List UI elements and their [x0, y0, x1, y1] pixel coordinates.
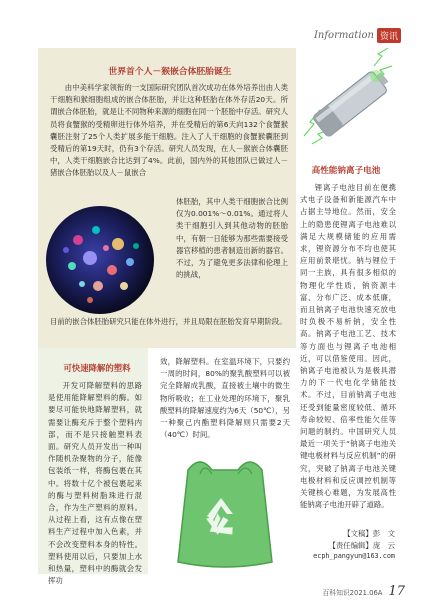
section-header — [314, 28, 401, 43]
editor-name: 庞 云 — [372, 541, 395, 550]
writer-credit — [343, 528, 395, 539]
embryo-image — [38, 200, 178, 320]
writer-name: 彭 文 — [372, 529, 395, 538]
plastic-article-title: 可快速降解的塑料 — [63, 363, 131, 373]
writer-label: 【文稿】 — [343, 529, 373, 538]
battery-image — [300, 48, 394, 160]
section-label-en: Information — [313, 30, 374, 41]
monkey-article-title: 世界首个人－猴嵌合体胚胎诞生 — [108, 67, 232, 77]
battery-paragraph: 锂离子电池目前在便携式电子设备和新能源汽车中占据主导地位。然而，安全上的隐患使锂离子电池难以满足大规模储能的应用需求，锂资源分布不均也使其应用前景堪忧。钠与锂位于同一主族，具有很多相似的物理化学性质，钠资源丰富、分布广泛、成本低廉，而且钠离子电池快速充放电时负极不易析钠，安全性高。钠离子电池工艺、技术等方面也与锂离子电池相近，可以借鉴使用。因此，钠离子电池被认为是极具潜力的下一代电化学储能技术。不过，目前钠离子电池还受到能量密度较低、循环寿命较短、倍率性能欠佳等问题的制约。中国研究人员最近一项关于“钠离子电池关键电极材料与反应机制”的研究，突破了钠离子电池关键电极材料和反应调控机制等关键核心难题，为发展高性能钠离子电池开辟了道路。 — [300, 183, 396, 510]
plastic-column-1: 开发可降解塑料的思路是使用能降解塑料的酶。如要尽可能快地降解塑料，就需要让酶充斥于整个塑料内部，而不是只接触塑料表面。研究人员开发出一种叫作随机杂聚物的分子，能像包装纸一样，将酶包裹在其中。将数十亿个被包裹起来的酶与塑料树脂珠进行混合，作为生产塑料的原料。从过程上看，这有点像在塑料生产过程中加入色素，并不会改变塑料本身的特性。塑料使用以后，只要加上水和热量，塑料中的酶就会发挥功 — [48, 381, 142, 586]
section-badge: 资讯 — [377, 28, 401, 43]
monkey-paragraph-2: 体胚胎，其中人类干细胞嵌合比例仅为0.001%～0.01%。通过将人类干细胞引入到其他动物的胚胎中，有朝一日能够为那些需要接受器官移植的患者制造出新的器官。不过，为了避免更多法律和伦理上的挑战， — [176, 197, 288, 280]
page-footer — [323, 584, 406, 599]
monkey-paragraph-3: 目前的嵌合体胚胎研究只能在体外进行，并且局限在胚胎发育早期阶段。 — [50, 317, 287, 326]
editor-label: 【责任编辑】 — [328, 541, 373, 550]
battery-article-title: 高性能钠离子电池 — [311, 166, 381, 176]
recycle-bag-image — [160, 452, 290, 574]
editor-email: ecph_pangyun@163.com — [313, 552, 395, 560]
monkey-paragraph-1: 由中美科学家领衔的一支国际研究团队首次成功在体外培养出由人类干细胞和猴细胞组成的嵌合体胚胎，并让这种胚胎在体外存活20天。所谓嵌合体胚胎，就是让不同物种来源的细胞在同一个胚胎中存活。研究人员将食蟹猴的受精卵进行体外培养，并在受精后的第6天向132个食蟹猴囊胚注射了25个人类扩展多能干细胞。注入了人干细胞的食蟹猴囊胚到受精后的第19天时，仍有3个存活。研究人员发现，在人－猴嵌合体囊胚中，人类干细胞嵌合比达到了4%。此前，国内外的其他团队已做过人－猪嵌合体胚胎以及人－鼠嵌合 — [50, 83, 288, 178]
plastic-column-2: 效，降解塑料。在室温环境下，只要约一周的时间，80%的聚乳酸塑料可以被完全降解成乳酸，直接被土壤中的微生物所吸收；在工业处理的环境下，聚乳酸塑料的降解速度约为6天（50℃），另一种聚己内酯塑料降解则只需要2天（40℃）时间。 — [160, 357, 290, 440]
editor-credit — [328, 540, 395, 551]
footer-source: 百科知识2021.06A — [322, 589, 383, 597]
page-number: 17 — [388, 584, 405, 599]
